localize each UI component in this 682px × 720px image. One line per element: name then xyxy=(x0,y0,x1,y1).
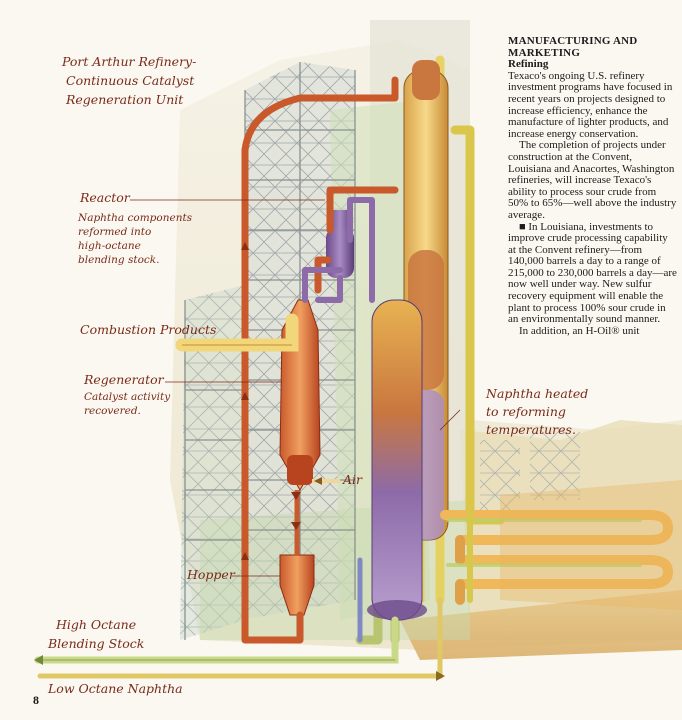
low-octane-naphtha-label: Low Octane Naphtha xyxy=(48,681,183,696)
article-paragraph-1: Texaco's ongoing U.S. refinery investment programs have focused in recent years on projects designed to increase efficiency, enhance the manufacture of lighter products, and increase energy conservation. xyxy=(508,69,673,140)
title-line-2: Continuous Catalyst xyxy=(66,73,195,88)
page-number: 8 xyxy=(33,693,39,707)
high-octane-line-1: High Octane xyxy=(56,617,137,632)
hopper-label: Hopper xyxy=(187,567,235,582)
regenerator-desc-2: recovered. xyxy=(84,405,141,417)
article-paragraph-4: In addition, an H-Oil® unit xyxy=(519,324,640,337)
high-octane-line-2: Blending Stock xyxy=(48,636,145,651)
article-heading-line-1: MANUFACTURING AND xyxy=(508,35,638,47)
reactor-desc-1: Naphtha components xyxy=(78,212,193,224)
title-line-3: Regeneration Unit xyxy=(66,92,184,107)
naphtha-heated-line-1: Naphtha heated xyxy=(486,386,589,401)
combustion-products-label: Combustion Products xyxy=(80,322,217,337)
article-paragraph-3: ■ In Louisiana, investments to improve crude processing capability at the Convent refinery—from 140,000 barrels a day to a range of 215,000 to 230,000 barrels a day—are now well under way. New sulfur recovery equipment will enable the plant to process 100% sour crude in an environmentally sound manner. xyxy=(508,220,677,326)
naphtha-heated-line-3: temperatures. xyxy=(486,422,576,437)
article-subheading: Refining xyxy=(508,58,549,71)
naphtha-heated-line-2: to reforming xyxy=(486,404,566,419)
article-column xyxy=(508,36,678,337)
article-paragraph-2: The completion of projects under construction at the Convent, Louisiana and Anacortes, Washington refineries, will increase Texaco's ability to process sour crude from 50% to 65%—well above the industry average. xyxy=(508,139,677,221)
regenerator-desc-1: Catalyst activity xyxy=(84,391,171,403)
title-line-1: Port Arthur Refinery- xyxy=(62,54,197,69)
reactor-desc-4: blending stock. xyxy=(78,254,160,266)
air-label: Air xyxy=(343,472,363,487)
reactor-label: Reactor xyxy=(80,190,130,205)
article-heading-line-2: MARKETING xyxy=(508,46,581,59)
regenerator-label: Regenerator xyxy=(84,372,164,387)
reactor-desc-3: high-octane xyxy=(78,240,141,252)
reactor-desc-2: reformed into xyxy=(78,226,152,238)
